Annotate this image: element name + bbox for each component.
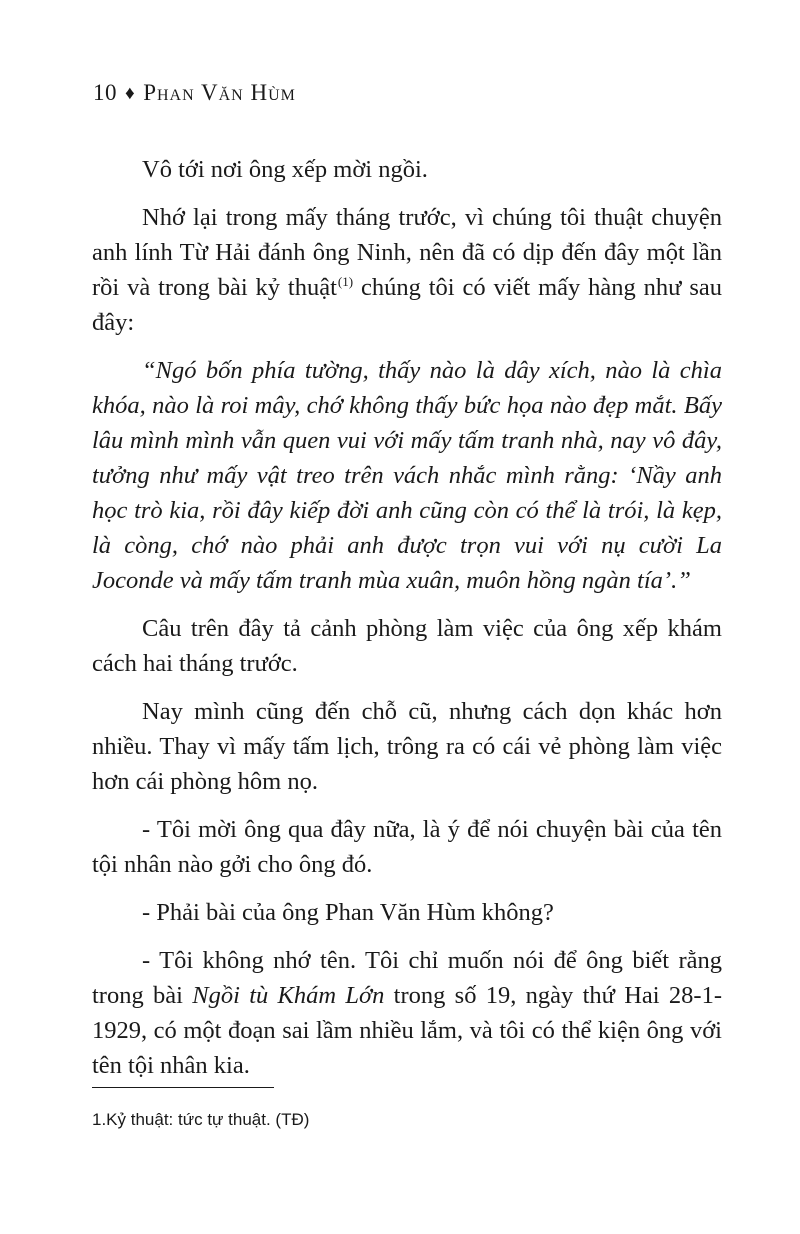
footnote-divider	[92, 1087, 274, 1088]
paragraph-2	[92, 200, 722, 340]
footnote-reference: (1)	[337, 274, 354, 289]
paragraph-6: - Phải bài của ông Phan Văn Hùm không?	[142, 899, 554, 926]
diamond-separator-icon: ♦	[125, 83, 136, 104]
footnote: 1.Kỷ thuật: tức tự thuật. (TĐ)	[92, 1110, 310, 1129]
paragraph-4: Nay mình cũng đến chỗ cũ, nhưng cách dọn khác hơn nhiều. Thay vì mấy tấm lịch, trông ra có cái vẻ phòng làm việc hơn cái phòng hôm nọ.	[92, 698, 722, 795]
body-text	[92, 152, 722, 1096]
paragraph-2-text: Nhớ lại trong mấy tháng trước, vì chúng tôi thuật chuyện anh lính Từ Hải đánh ông Ninh, nên đã có dịp đến đây một lần rồi và trong bài kỷ thuật	[92, 204, 722, 301]
article-title: Ngồi tù Khám Lớn	[192, 982, 385, 1009]
paragraph-3: Câu trên đây tả cảnh phòng làm việc của ông xếp khám cách hai tháng trước.	[92, 615, 722, 677]
paragraph-5: - Tôi mời ông qua đây nữa, là ý để nói chuyện bài của tên tội nhân nào gởi cho ông đó.	[92, 816, 722, 878]
running-head	[93, 80, 296, 106]
paragraph-1: Vô tới nơi ông xếp mời ngồi.	[142, 156, 428, 183]
paragraph-7-text: - Tôi không nhớ tên. Tôi chỉ muốn nói để ông biết rằng trong bài	[92, 947, 722, 1009]
page-number: 10	[93, 80, 117, 105]
running-head-author: Phan Văn Hùm	[143, 80, 296, 105]
paragraph-7	[92, 943, 722, 1083]
paragraph-7-text-cont: trong số 19, ngày thứ Hai 28-1-1929, có một đoạn sai lầm nhiều lắm, và tôi có thể kiện ông với tên tội nhân kia.	[92, 982, 722, 1079]
paragraph-2-text-cont: chúng tôi có viết mấy hàng như sau đây:	[92, 274, 722, 336]
quote-paragraph: “Ngó bốn phía tường, thấy nào là dây xích, nào là chìa khóa, nào là roi mây, chớ không thấy bức họa nào đẹp mắt. Bấy lâu mình mình vẫn quen vui với mấy tấm tranh nhà, nay vô đây, tưởng như mấy vật treo trên vách nhắc mình rằng: ‘Nầy anh học trò kia, rồi đây kiếp đời anh cũng còn có thể là trói, là kẹp, là còng, chớ nào phải anh được trọn vui với nụ cười La Joconde và mấy tấm tranh mùa xuân, muôn hồng ngàn tía’.”	[92, 357, 722, 594]
